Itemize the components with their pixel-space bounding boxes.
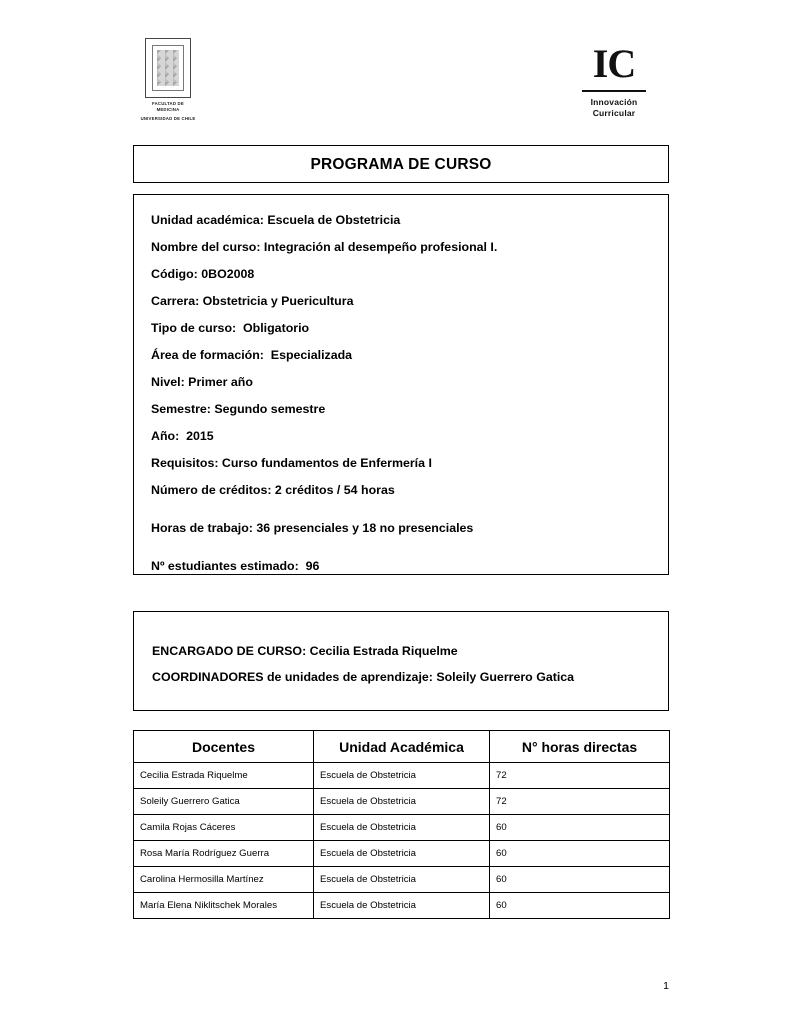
cell-direct-hours: 60 [490,893,670,919]
column-header-horas-directas: N° horas directas [490,731,670,763]
cell-direct-hours: 60 [490,841,670,867]
cell-direct-hours: 60 [490,867,670,893]
ic-logo-line2: Curricular [592,107,636,118]
document-title-box [133,145,669,183]
ic-monogram: IC [592,41,636,86]
course-info-line: Unidad académica: Escuela de Obstetricia [151,213,401,227]
course-info-line: Tipo de curso: Obligatorio [151,321,310,335]
course-info-line: Nombre del curso: Integración al desempeño profesional I. [151,240,498,254]
cell-direct-hours: 60 [490,815,670,841]
cell-academic-unit: Escuela de Obstetricia [314,763,490,789]
crest-inner-emblem [157,50,179,86]
course-staff-box [133,611,669,711]
university-logo-line2: UNIVERSIDAD DE CHILE [140,116,196,122]
cell-direct-hours: 72 [490,789,670,815]
course-info-line: Código: 0BO2008 [151,267,255,281]
course-info-line: Carrera: Obstetricia y Puericultura [151,294,354,308]
course-info-line: Área de formación: Especializada [151,348,353,362]
course-info-line: Requisitos: Curso fundamentos de Enfermería I [151,456,432,470]
cell-academic-unit: Escuela de Obstetricia [314,815,490,841]
course-info-line: Semestre: Segundo semestre [151,402,326,416]
cell-teacher-name: Soleily Guerrero Gatica [134,789,314,815]
curricular-innovation-logo [574,41,654,119]
course-info-line: Horas de trabajo: 36 presenciales y 18 no presenciales [151,521,474,535]
cell-teacher-name: Cecilia Estrada Riquelme [134,763,314,789]
course-info-box [133,194,669,575]
cell-teacher-name: María Elena Niklitschek Morales [134,893,314,919]
column-header-unidad-academica: Unidad Académica [314,731,490,763]
column-header-docentes: Docentes [134,731,314,763]
university-crest-icon [145,38,191,98]
course-info-line: Año: 2015 [151,429,214,443]
course-info-line: Número de créditos: 2 créditos / 54 horas [151,483,395,497]
table-header-row [134,731,670,763]
table-row [134,867,670,893]
university-logo [140,38,196,130]
learning-unit-coordinators-line: COORDINADORES de unidades de aprendizaje: Soleily Guerrero Gatica [152,670,575,684]
table-row [134,893,670,919]
university-logo-line1: FACULTAD DE MEDICINA [152,101,184,113]
table-row [134,763,670,789]
cell-academic-unit: Escuela de Obstetricia [314,841,490,867]
cell-teacher-name: Rosa María Rodríguez Guerra [134,841,314,867]
cell-academic-unit: Escuela de Obstetricia [314,789,490,815]
course-info-line: Nº estudiantes estimado: 96 [151,559,320,573]
cell-direct-hours: 72 [490,763,670,789]
table-row [134,841,670,867]
cell-teacher-name: Carolina Hermosilla Martínez [134,867,314,893]
ic-divider [582,90,646,92]
ic-logo-line1: Innovación [590,96,638,107]
cell-academic-unit: Escuela de Obstetricia [314,867,490,893]
course-coordinator-line: ENCARGADO DE CURSO: Cecilia Estrada Riquelme [152,644,458,658]
page-title: PROGRAMA DE CURSO [310,156,492,173]
cell-academic-unit: Escuela de Obstetricia [314,893,490,919]
cell-teacher-name: Camila Rojas Cáceres [134,815,314,841]
teachers-table [133,730,670,919]
course-info-line: Nivel: Primer año [151,375,253,389]
header-logos [0,38,800,138]
table-row [134,815,670,841]
table-row [134,789,670,815]
page-number: 1 [663,980,669,992]
